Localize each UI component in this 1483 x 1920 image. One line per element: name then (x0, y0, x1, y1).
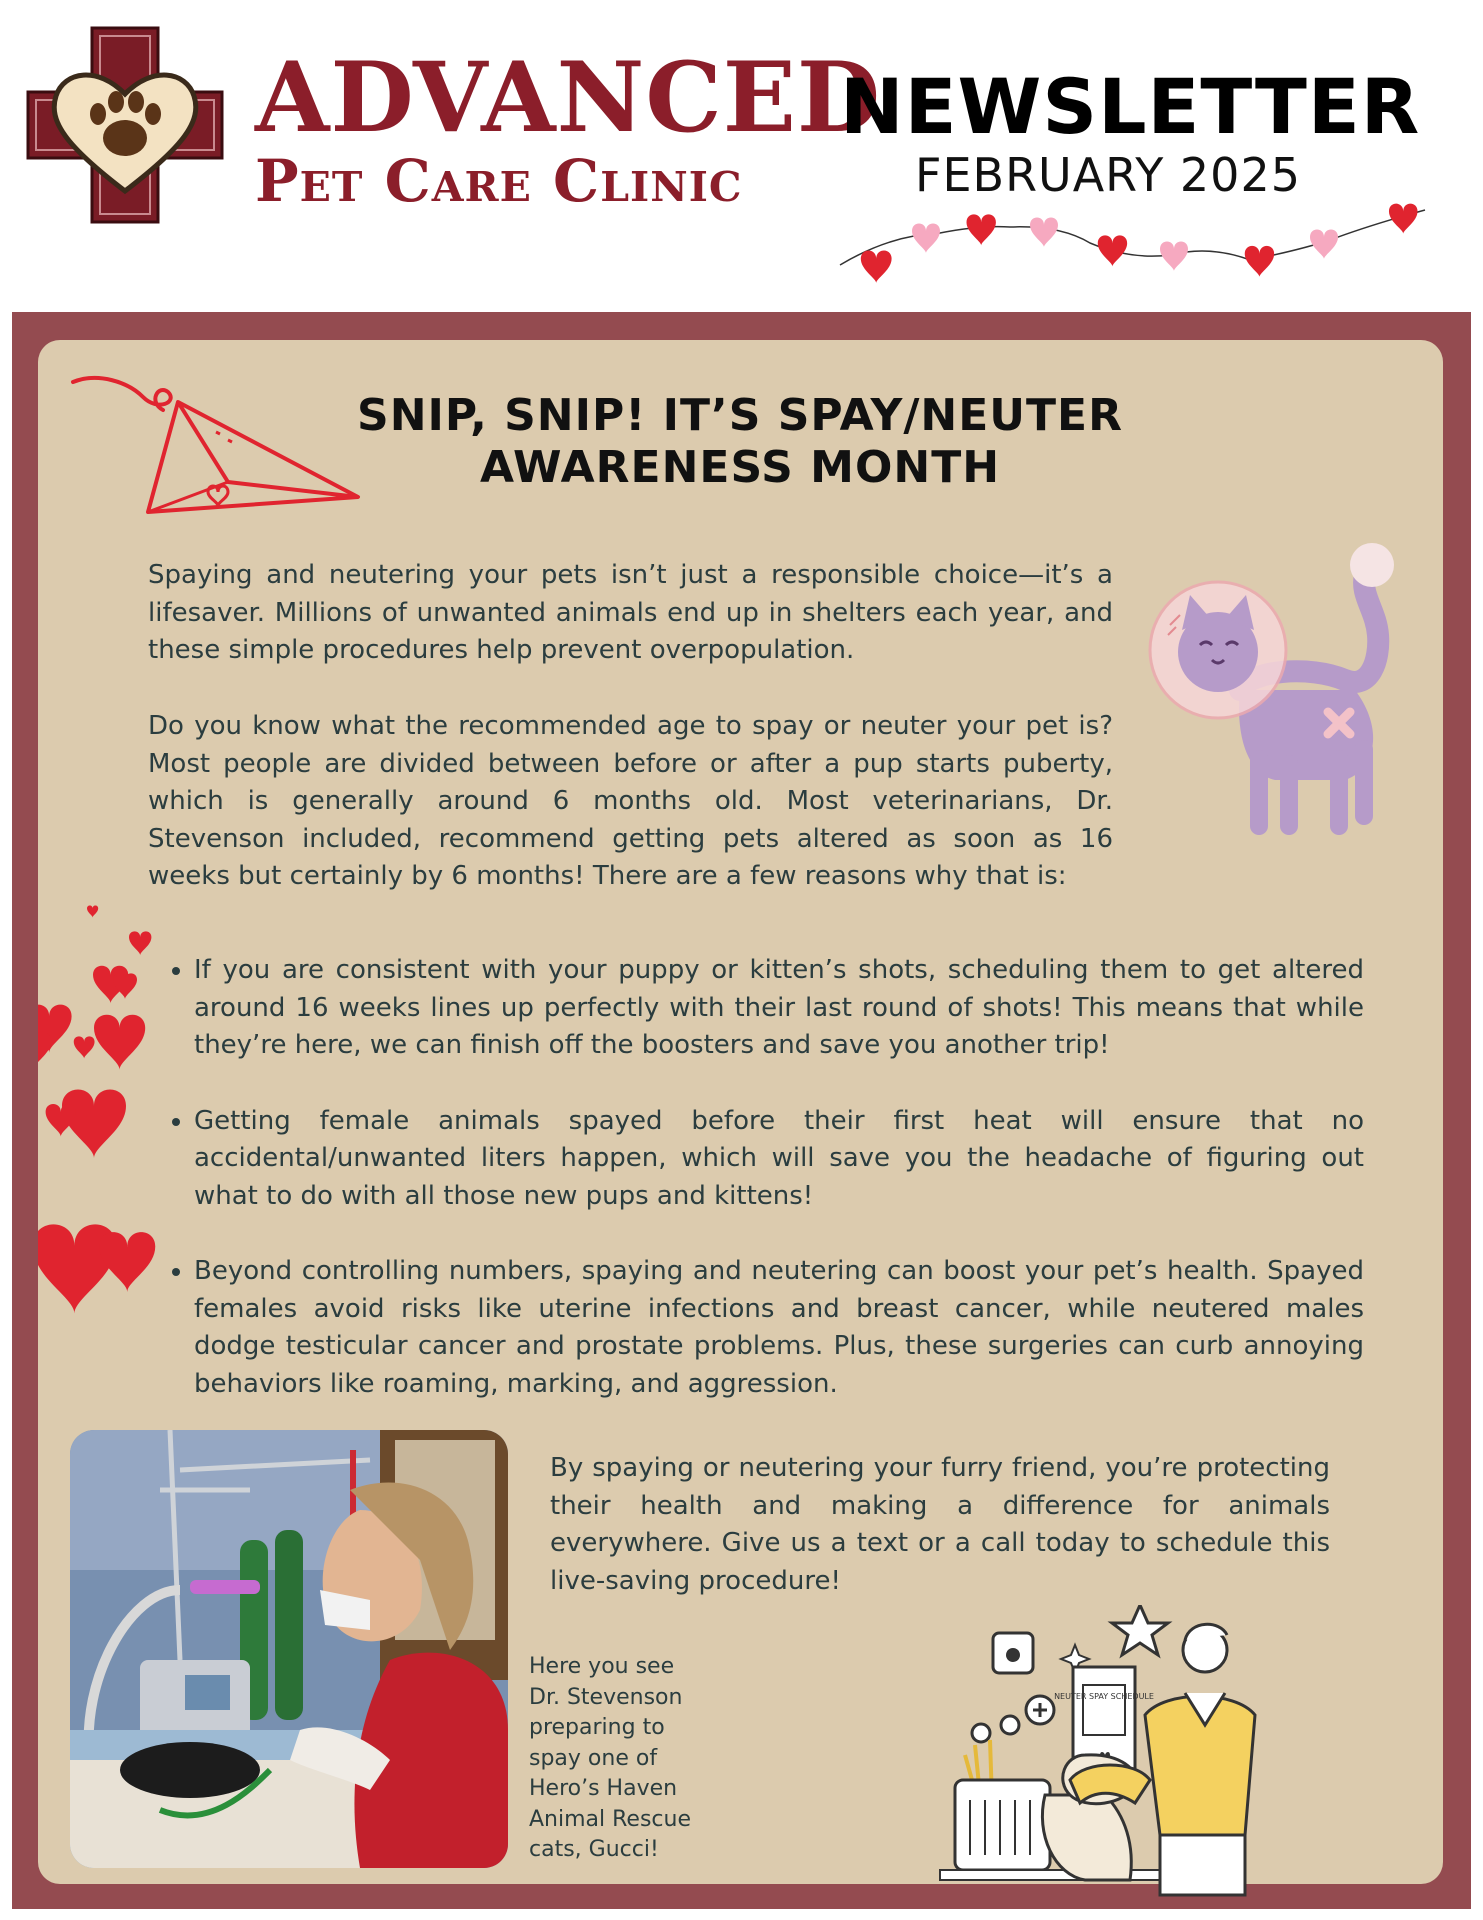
closing-paragraph: By spaying or neutering your furry friend, you’re protecting their health and making a difference for animals everywhere. Give us a text or a call today to schedule this live-saving procedure! (550, 1453, 1330, 1596)
photo-caption: Here you see Dr. Stevenson preparing to spay one of Hero’s Haven Animal Rescue cats, Gucci! (529, 1654, 691, 1862)
clinic-name (255, 41, 882, 215)
surgery-photo (70, 1430, 508, 1868)
brand-line2: Pet Care Clinic (255, 147, 743, 215)
reasons-list (162, 952, 1364, 1441)
intro-paragraph: Spaying and neutering your pets isn’t just a responsible choice—it’s a lifesaver. Millions of unwanted animals end up in shelters each year, and these simple procedures help prevent overpopulation. (148, 560, 1113, 665)
age-paragraph: Do you know what the recommended age to spay or neuter your pet is? Most people are divided between before or after a pup starts puberty, which is generally around 6 months old. Most veterinarians, Dr. Stevenson included, recommend getting pets altered as soon as 16 weeks but certainly by 6 months! There are a few reasons why that is: (148, 711, 1113, 891)
issue-date: FEBRUARY 2025 (915, 148, 1301, 202)
list-item: • Beyond controlling numbers, spaying and neutering can boost your pet’s health. Spayed females avoid risks like uterine infections and breast cancer, while neutered males dodge testicular cancer and prostate problems. Plus, these surgeries can curb annoying behaviors like roaming, marking, and aggression. (194, 1253, 1364, 1403)
headline-line1: SNIP, SNIP! IT’S SPAY/NEUTER (357, 390, 1123, 441)
cat-cone-illustration (1140, 540, 1420, 845)
hearts-decoration (38, 900, 168, 1360)
headline-line2: AWARENESS MONTH (479, 442, 1001, 493)
heart-garland-decoration (830, 195, 1430, 290)
list-item: • Getting female animals spayed before their first heat will ensure that no accidental/unwanted liters happen, which will save you the headache of figuring out what to do with all those new pups and kittens! (194, 1103, 1364, 1216)
clinic-logo (26, 26, 224, 224)
brand-line1: ADVANCED (255, 41, 882, 154)
newsletter-title: NEWSLETTER (840, 62, 1421, 151)
article-headline (280, 390, 1200, 494)
list-item: • If you are consistent with your puppy or kitten’s shots, scheduling them to get altered around 16 weeks lines up perfectly with their last round of shots! This means that while they’re here, we can finish off the boosters and save you another trip! (194, 952, 1364, 1065)
paw-pad (103, 120, 147, 156)
vet-dog-illustration (935, 1605, 1275, 1905)
schedule-sign-text: NEUTER SPAY SCHEDULE (1054, 1692, 1154, 1701)
